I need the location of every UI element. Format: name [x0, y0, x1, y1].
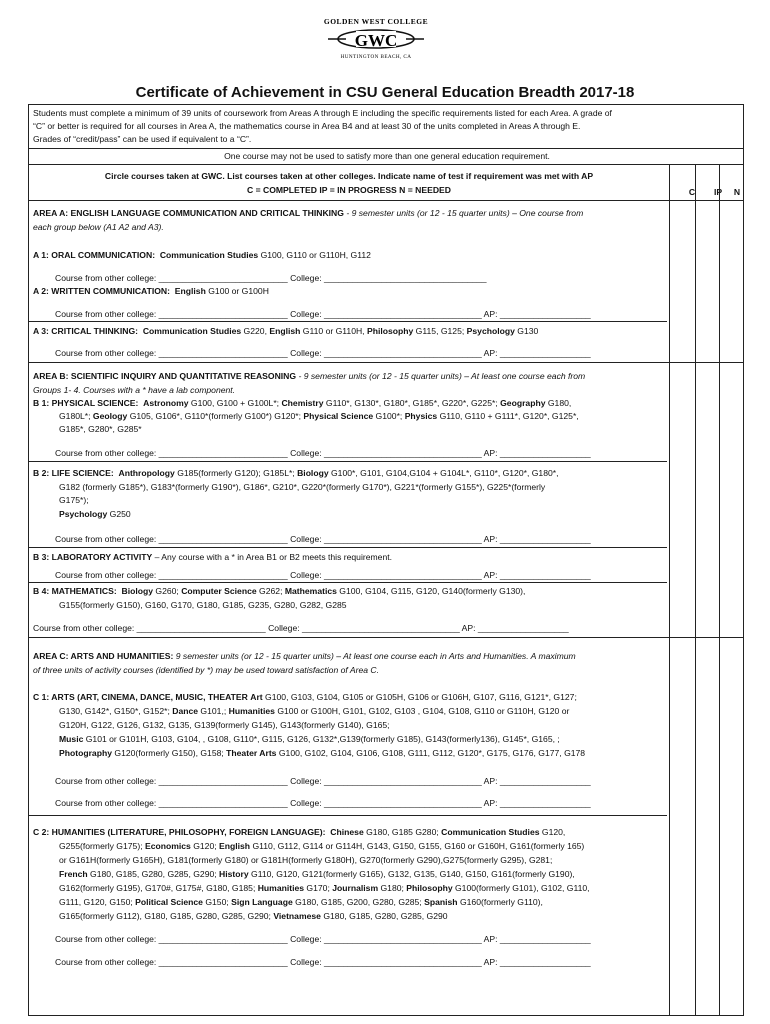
column-header-n: N: [733, 187, 741, 197]
department-name: Biology: [297, 468, 329, 478]
c2-row: G255(formerly G175); Economics G120; English G110, G112, G114 or G114H, G143, G150, G155, G160 or G160H, G161(formerly 165): [59, 841, 585, 851]
intro-line: “C” or better is required for all courses in Area A, the mathematics course in Area B4 and at least 30 of the units completed in Areas A through E.: [33, 121, 581, 131]
department-name: Sign Language: [231, 897, 293, 907]
department-name: Geology: [92, 411, 128, 421]
column-header-c: C: [688, 187, 696, 197]
c2-row: G162(formerly G195), G170#, G175#, G180, G185; Humanities G170; Journalism G180; Philosophy G100(formerly G101), G102, G110,: [59, 883, 590, 893]
department-name: Political Science: [135, 897, 203, 907]
department-name: Physical Science: [303, 411, 374, 421]
c1-row: C 1: ARTS (ART, CINEMA, DANCE, MUSIC, THEATER Art G100, G103, G104, G105 or G105H, G106 or G106H, G107, G116, G121*, G127;: [33, 692, 577, 702]
b2-row: B 2: LIFE SCIENCE: Anthropology G185(formerly G120); G185L*; Biology G100*, G101, G104,G104 + G104L*, G110*, G120*, G180*,: [33, 468, 559, 478]
b1-other-college: Course from other college: ___________________________ College: _________________________________ AP: ___________________: [55, 448, 591, 458]
department-name: Spanish: [424, 897, 458, 907]
b1-row: G185*, G280*, G285*: [59, 424, 142, 434]
department-name: Anthropology: [118, 468, 175, 478]
a2-row: A 2: WRITTEN COMMUNICATION: English G100 or G100H: [33, 286, 269, 296]
b2-row: G175*);: [59, 495, 89, 505]
b2-other-college: Course from other college: ___________________________ College: _________________________________ AP: ___________________: [55, 534, 591, 544]
area-c-desc: of three units of activity courses (identified by *) may be used toward satisfaction of Area C.: [33, 665, 379, 675]
department-name: Chinese: [330, 827, 364, 837]
c2-row: French G180, G185, G280, G285, G290; History G110, G120, G121(formerly G165), G132, G135, G140, G150, G161(formerly G190),: [59, 869, 575, 879]
b4-row: G155(formerly G150), G160, G170, G180, G185, G235, G280, G282, G285: [59, 600, 347, 610]
department-name: Philosophy: [406, 883, 453, 893]
a2-other-college: Course from other college: ___________________________ College: _________________________________ AP: ___________________: [55, 309, 591, 319]
department-name: Chemistry: [281, 398, 324, 408]
department-name: Journalism: [332, 883, 379, 893]
c2-other-college: Course from other college: ___________________________ College: _________________________________ AP: ___________________: [55, 934, 591, 944]
department-name: History: [219, 869, 249, 879]
area-c-heading: AREA C: ARTS AND HUMANITIES: 9 semester units (or 12 - 15 quarter units) – At least one course each in Arts and Humanities. A maximum: [33, 651, 576, 661]
c2-row: C 2: HUMANITIES (LITERATURE, PHILOSOPHY, FOREIGN LANGUAGE): Chinese G180, G185 G280; Communication Studies G120,: [33, 827, 566, 837]
department-name: Biology: [121, 586, 153, 596]
a1-row: A 1: ORAL COMMUNICATION: Communication Studies G100, G110 or G110H, G112: [33, 250, 371, 260]
area-b-heading: AREA B: SCIENTIFIC INQUIRY AND QUANTITATIVE REASONING - 9 semester units (or 12 - 15 quarter units) – At least one course each from: [33, 371, 586, 381]
logo-bottom-text: HUNTINGTON BEACH, CA: [340, 54, 412, 60]
intro-line: Grades of “credit/pass” can be used if equivalent to a “C”.: [33, 134, 252, 144]
c2-other-college: Course from other college: ___________________________ College: _________________________________ AP: ___________________: [55, 957, 591, 967]
one-course-note: One course may not be used to satisfy more than one general education requirement.: [224, 151, 550, 161]
b3-other-college: Course from other college: ___________________________ College: _________________________________ AP: ___________________: [55, 570, 591, 580]
c2-row: or G161H(formerly G165H), G181(formerly G180) or G181H(formerly G180H), G270(formerly G290),G275(formerly G295), G281;: [59, 855, 553, 865]
department-name: Computer Science: [181, 586, 257, 596]
department-name: Economics: [144, 841, 191, 851]
c1-other-college: Course from other college: ___________________________ College: _________________________________ AP: ___________________: [55, 798, 591, 808]
department-name: Photography: [59, 748, 112, 758]
c1-row: G120H, G122, G126, G132, G135, G139(formerly G145), G143(formerly G140), G165;: [59, 720, 390, 730]
a1-other-college: Course from other college: ___________________________ College: __________________________________: [55, 273, 487, 283]
b3-row: B 3: LABORATORY ACTIVITY – Any course with a * in Area B1 or B2 meets this requirement.: [33, 552, 393, 562]
area-a-heading: AREA A: ENGLISH LANGUAGE COMMUNICATION AND CRITICAL THINKING - 9 semester units (or 12 - 15 quarter units) – One course from: [33, 208, 584, 218]
department-name: Theater Arts: [226, 748, 277, 758]
a3-other-college: Course from other college: ___________________________ College: _________________________________ AP: ___________________: [55, 348, 591, 358]
department-name: Dance: [172, 706, 199, 716]
b4-row: B 4: MATHEMATICS: Biology G260; Computer Science G262; Mathematics G100, G104, G115, G120, G140(formerly G130),: [33, 586, 526, 596]
b2-row: G182 (formerly G185*), G183*(formerly G190*), G186*, G210*, G220*(formerly G170*), G221*(formerly G155*), G225*(formerly: [59, 482, 546, 492]
intro-line: Students must complete a minimum of 39 units of coursework from Areas A through E including the specific requirements listed for each Area. A grade of: [33, 108, 612, 118]
b1-row: B 1: PHYSICAL SCIENCE: Astronomy G100, G100 + G100L*; Chemistry G110*, G130*, G180*, G185*, G220*, G225*; Geography G180,: [33, 398, 572, 408]
c1-row: Music G101 or G101H, G103, G104, , G108, G110*, G115, G126, G132*,G139(formerly G185), G143(formerly136), G145*, G165, ;: [59, 734, 560, 744]
b4-other-college: Course from other college: ___________________________ College: _________________________________ AP: ___________________: [33, 623, 569, 633]
department-name: Mathematics: [284, 586, 337, 596]
column-header-ip: IP: [713, 187, 723, 197]
logo-mark: GWC: [354, 31, 398, 50]
department-name: French: [59, 869, 88, 879]
department-name: Music: [59, 734, 84, 744]
a3-row: A 3: CRITICAL THINKING: Communication Studies G220, English G110 or G110H, Philosophy G115, G125; Psychology G130: [33, 326, 539, 336]
requirements-table: [28, 104, 744, 1016]
department-name: Humanities: [228, 706, 275, 716]
area-b-desc: Groups 1- 4. Courses with a * have a lab component.: [33, 385, 236, 395]
college-logo: [322, 16, 430, 60]
b2-row: Psychology G250: [59, 509, 131, 519]
department-name: Physics: [404, 411, 438, 421]
department-name: Vietnamese: [273, 911, 321, 921]
c1-other-college: Course from other college: ___________________________ College: _________________________________ AP: ___________________: [55, 776, 591, 786]
b1-row: G180L*; Geology G105, G106*, G110*(formerly G100*) G120*; Physical Science G100*; Physics G110, G110 + G111*, G120*, G125*,: [59, 411, 579, 421]
department-name: Astronomy: [143, 398, 189, 408]
legend: C = COMPLETED IP = IN PROGRESS N = NEEDED: [247, 185, 451, 195]
c1-row: Photography G120(formerly G150), G158; Theater Arts G100, G102, G104, G106, G108, G111, G112, G120*, G175, G176, G177, G178: [59, 748, 586, 758]
circle-instructions: Circle courses taken at GWC. List courses taken at other colleges. Indicate name of test if requirement was met with AP: [104, 171, 594, 181]
department-name: English: [219, 841, 251, 851]
department-name: Communication Studies: [441, 827, 540, 837]
area-a-desc: each group below (A1 A2 and A3).: [33, 222, 164, 232]
department-name: Art: [250, 692, 263, 702]
page-title: Certificate of Achievement in CSU General Education Breadth 2017-18: [135, 84, 635, 101]
c2-row: G165(formerly G112), G180, G185, G280, G285, G290; Vietnamese G180, G185, G280, G285, G290: [59, 911, 448, 921]
c1-row: G130, G142*, G150*, G152*; Dance G101,; Humanities G100 or G100H, G101, G102, G103 , G104, G108, G110 or G110H, G120 or: [59, 706, 570, 716]
logo-top-text: GOLDEN WEST COLLEGE: [323, 17, 429, 26]
department-name: Humanities: [257, 883, 305, 893]
c2-row: G111, G120, G150; Political Science G150; Sign Language G180, G185, G200, G280, G285; Spanish G160(formerly G110),: [59, 897, 543, 907]
department-name: Geography: [500, 398, 546, 408]
